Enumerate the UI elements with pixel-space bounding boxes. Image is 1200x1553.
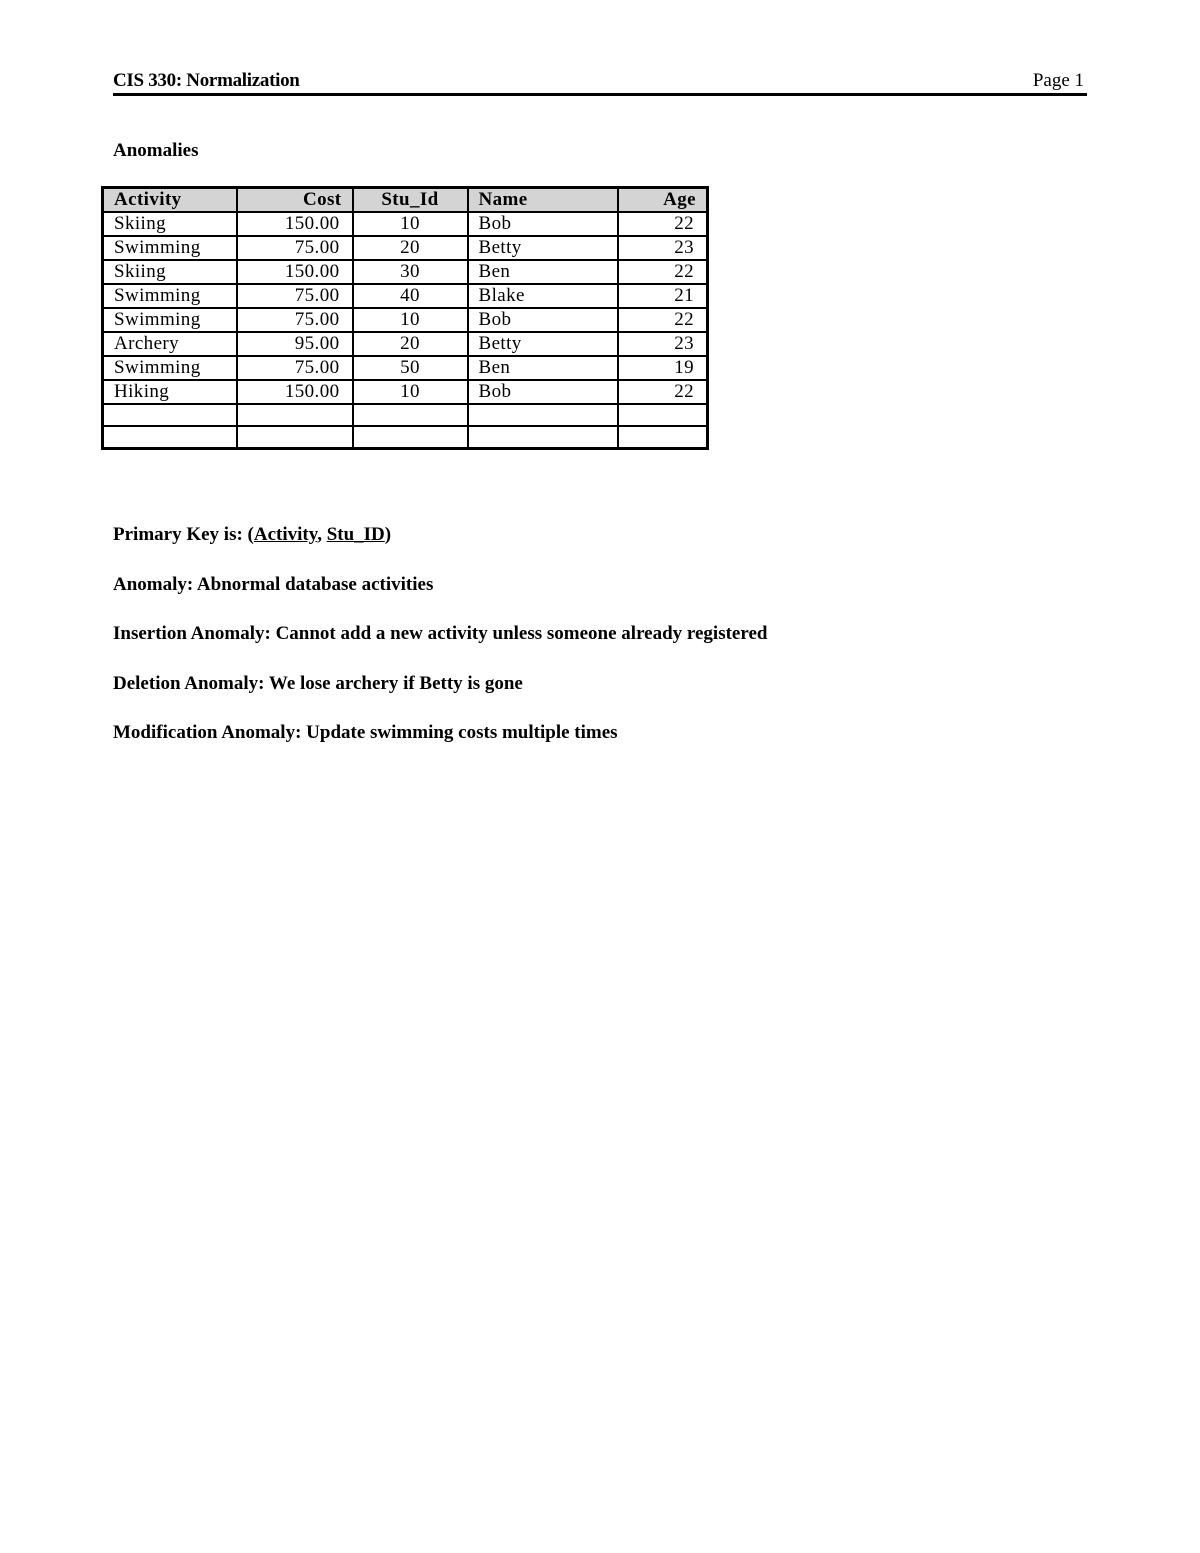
cell-activity: Hiking [103, 380, 237, 404]
cell-cost: 150.00 [237, 380, 353, 404]
cell-age: 22 [618, 212, 708, 236]
table-body [103, 212, 708, 448]
notes-section [113, 522, 1073, 770]
modification-anomaly-note: Modification Anomaly: Update swimming costs multiple times [113, 722, 618, 743]
column-header-cost: Cost [237, 188, 353, 213]
cell-activity [103, 404, 237, 426]
cell-name: Ben [468, 260, 618, 284]
cell-activity: Swimming [103, 308, 237, 332]
cell-age: 23 [618, 332, 708, 356]
cell-name [468, 426, 618, 448]
cell-stu-id: 10 [353, 212, 468, 236]
cell-cost: 75.00 [237, 308, 353, 332]
cell-stu-id: 10 [353, 380, 468, 404]
deletion-anomaly-note: Deletion Anomaly: We lose archery if Betty is gone [113, 672, 523, 694]
cell-age: 19 [618, 356, 708, 380]
primary-key-close-paren: ) [384, 524, 392, 545]
section-heading: Anomalies [113, 140, 199, 161]
cell-cost: 75.00 [237, 284, 353, 308]
cell-name: Bob [468, 380, 618, 404]
table-row [103, 236, 708, 260]
cell-stu-id: 30 [353, 260, 468, 284]
table-row [103, 426, 708, 448]
primary-key-prefix: Primary Key is: [113, 524, 248, 545]
cell-name: Bob [468, 308, 618, 332]
primary-key-open-paren: ( [247, 524, 254, 545]
cell-cost [237, 404, 353, 426]
table-row [103, 404, 708, 426]
column-header-name: Name [468, 188, 618, 213]
cell-age [618, 404, 708, 426]
document-title: CIS 330: Normalization [113, 70, 300, 91]
anomaly-definition: Anomaly: Abnormal database activities [113, 573, 434, 595]
cell-age [618, 426, 708, 448]
insertion-anomaly-note: Insertion Anomaly: Cannot add a new activity unless someone already registered [113, 623, 768, 644]
cell-cost: 150.00 [237, 212, 353, 236]
cell-activity: Swimming [103, 356, 237, 380]
cell-stu-id: 10 [353, 308, 468, 332]
page-number: Page 1 [1032, 70, 1084, 91]
cell-stu-id: 20 [353, 332, 468, 356]
cell-cost: 75.00 [237, 356, 353, 380]
cell-stu-id: 50 [353, 356, 468, 380]
activities-table [101, 186, 709, 450]
primary-key-attr-activity: Activity [253, 524, 318, 545]
cell-activity [103, 426, 237, 448]
primary-key-separator: , [317, 524, 327, 545]
cell-cost [237, 426, 353, 448]
table-row [103, 356, 708, 380]
table-row [103, 380, 708, 404]
cell-activity: Archery [103, 332, 237, 356]
cell-cost: 150.00 [237, 260, 353, 284]
cell-stu-id [353, 404, 468, 426]
cell-activity: Skiing [103, 212, 237, 236]
cell-activity: Swimming [103, 236, 237, 260]
cell-name: Betty [468, 332, 618, 356]
cell-stu-id: 20 [353, 236, 468, 260]
cell-age: 21 [618, 284, 708, 308]
cell-age: 22 [618, 308, 708, 332]
cell-cost: 75.00 [237, 236, 353, 260]
page-header [113, 70, 1087, 96]
table-header-row [103, 188, 708, 213]
cell-name: Bob [468, 212, 618, 236]
cell-stu-id [353, 426, 468, 448]
table-row [103, 284, 708, 308]
cell-age: 22 [618, 380, 708, 404]
cell-name [468, 404, 618, 426]
cell-name: Ben [468, 356, 618, 380]
cell-activity: Swimming [103, 284, 237, 308]
table-row [103, 308, 708, 332]
cell-name: Blake [468, 284, 618, 308]
column-header-activity: Activity [103, 188, 237, 213]
primary-key-attr-stu-id: Stu_ID [326, 524, 385, 545]
cell-stu-id: 40 [353, 284, 468, 308]
table-row [103, 212, 708, 236]
column-header-stu-id: Stu_Id [353, 188, 468, 213]
cell-cost: 95.00 [237, 332, 353, 356]
cell-name: Betty [468, 236, 618, 260]
cell-age: 22 [618, 260, 708, 284]
primary-key-note [113, 522, 1073, 572]
table-row [103, 332, 708, 356]
cell-age: 23 [618, 236, 708, 260]
table-row [103, 260, 708, 284]
cell-activity: Skiing [103, 260, 237, 284]
column-header-age: Age [618, 188, 708, 213]
